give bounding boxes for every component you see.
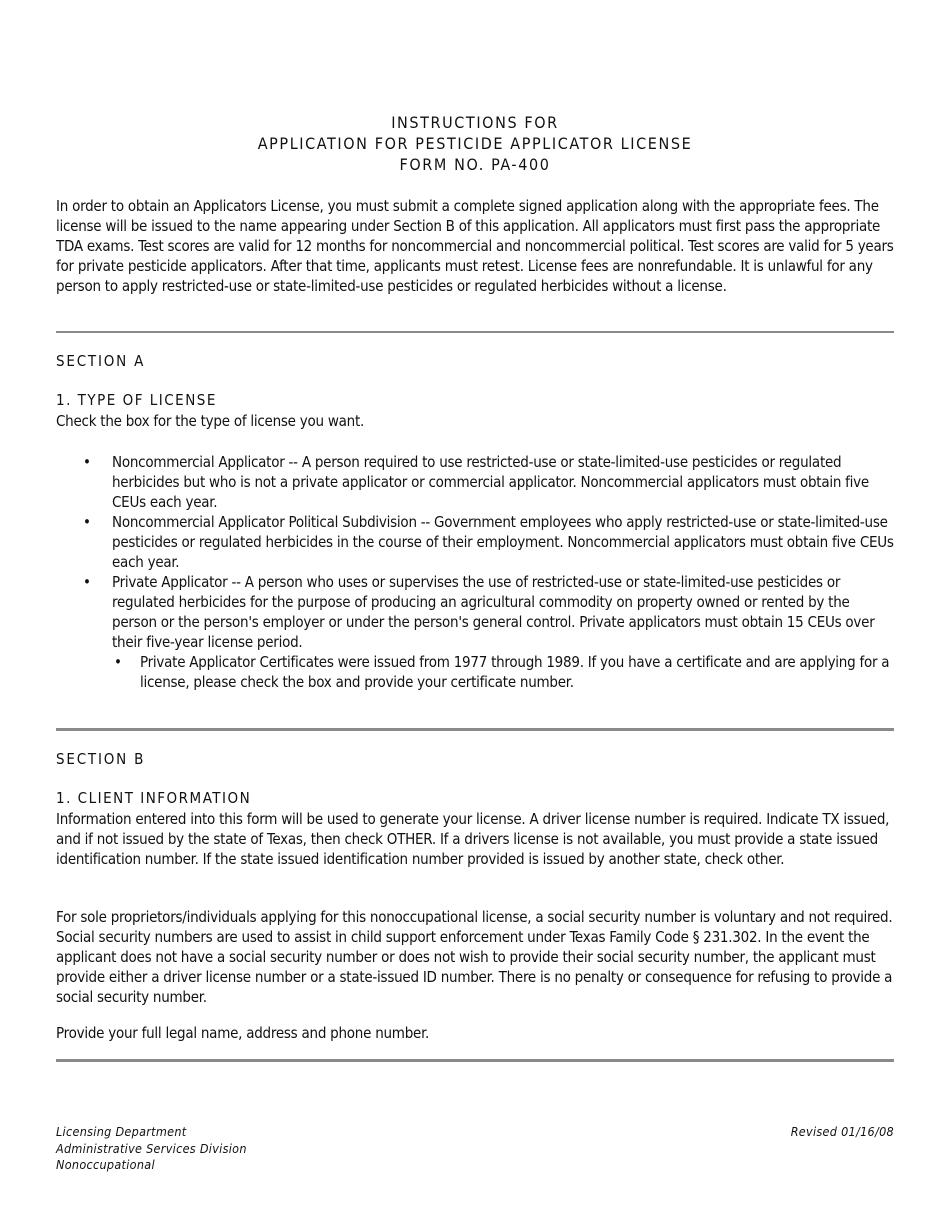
document-title [56,112,894,175]
footer-category: Nonoccupational [56,1157,155,1172]
footer-left [56,1124,247,1174]
list-item-text: Noncommercial Applicator Political Subdivision -- Government employees who apply restricted-use or state-limited-use pesticides or regulated herbicides in the course of their employment. Noncommercial applicators must obtain five CEUs each year. [112,513,894,571]
type-of-license-heading: 1. TYPE OF LICENSE [56,391,217,409]
legal-name-paragraph: Provide your full legal name, address and phone number. [56,1024,430,1042]
ssn-paragraph: For sole proprietors/individuals applying for this nonoccupational license, a social security number is voluntary and not required. Social security numbers are used to assist in child support enforcement under Texas Family Code § 231.302. In the event the applicant does not have a social security number or does not wish to provide their social security number, the applicant must provide either a driver license number or a state-issued ID number. There is no penalty or consequence for refusing to provide a social security number. [56,908,893,1006]
bullet-icon: • [114,653,122,671]
section-b-heading: SECTION B [56,750,146,768]
nested-list-item-text: Private Applicator Certificates were issued from 1977 through 1989. If you have a certificate and are applying for a license, please check the box and provide your certificate number. [140,653,890,691]
nested-list-item [56,652,894,692]
client-info-paragraph: Information entered into this form will be used to generate your license. A driver license number is required. Indicate TX issued, and if not issued by the state of Texas, then check OTHER. If a drivers license is not available, you must provide a state issued identification number. If the state issued identification number provided is issued by another state, check other. [56,810,890,868]
divider [56,728,894,731]
divider [56,331,894,333]
footer-department: Licensing Department [56,1124,187,1139]
footer-revised: Revised 01/16/08 [790,1124,894,1139]
list-item [56,572,894,652]
list-item-text: Private Applicator -- A person who uses or supervises the use of restricted-use or state-limited-use pesticides or regulated herbicides for the purpose of producing an agricultural commodity on property owned or rented by the person or the person's employer or under the person's general control. Private applicators must obtain 15 CEUs over their five-year license period. [112,573,875,651]
title-line-1: INSTRUCTIONS FOR [391,113,559,132]
list-item-text: Noncommercial Applicator -- A person required to use restricted-use or state-limited-use pesticides or regulated herbicides but who is not a private applicator or commercial applicator. Noncommercial applicators must obtain five CEUs each year. [112,453,869,511]
type-of-license-instruction: Check the box for the type of license you want. [56,412,365,430]
license-type-list [56,452,894,692]
client-information-heading: 1. CLIENT INFORMATION [56,789,252,807]
bullet-icon: • [83,573,91,591]
footer-division: Administrative Services Division [56,1140,247,1156]
list-item [56,512,894,572]
bullet-icon: • [83,453,91,471]
title-line-3: FORM NO. PA-400 [399,155,551,174]
title-line-2: APPLICATION FOR PESTICIDE APPLICATOR LICENSE [257,134,693,153]
list-item [56,452,894,512]
intro-paragraph: In order to obtain an Applicators License, you must submit a complete signed application along with the appropriate fees. The license will be issued to the name appearing under Section B of this application. All applicators must first pass the appropriate TDA exams. Test scores are valid for 12 months for noncommercial and noncommercial political. Test scores are valid for 5 years for private pesticide applicators. After that time, applicants must retest. License fees are nonrefundable. It is unlawful for any person to apply restricted-use or state-limited-use pesticides or regulated herbicides without a license. [56,197,894,295]
divider [56,1059,894,1062]
section-a-heading: SECTION A [56,352,146,370]
bullet-icon: • [83,513,91,531]
